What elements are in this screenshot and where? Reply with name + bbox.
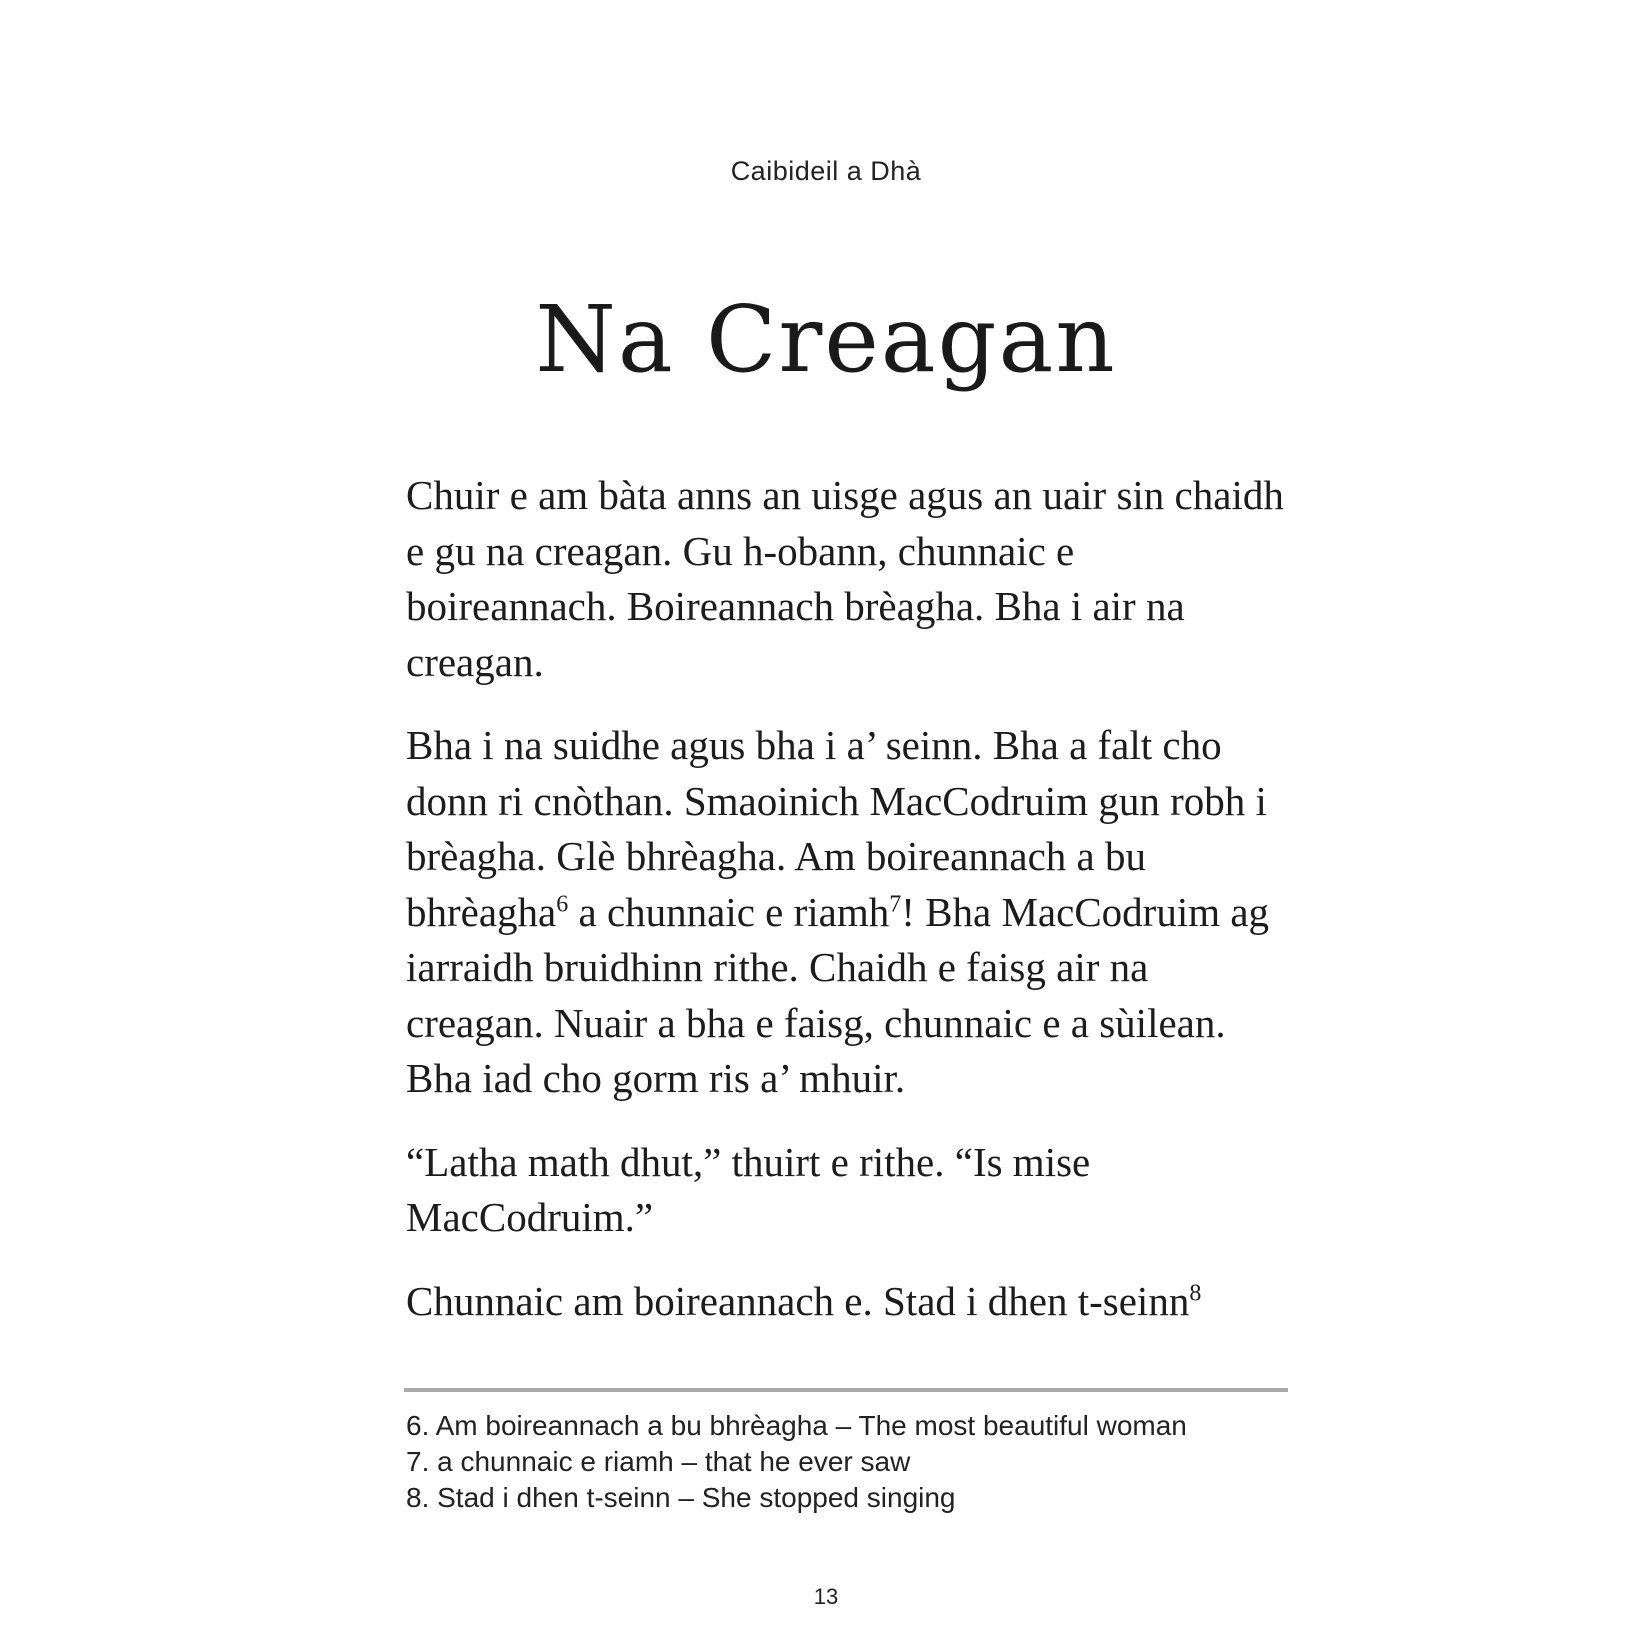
footnote-8: 8. Stad i dhen t-seinn – She stopped singing (406, 1482, 956, 1513)
chapter-label: Caibideil a Dhà (730, 156, 922, 186)
footnote-ref-6: 6 (556, 890, 569, 917)
footnote-divider (404, 1388, 1288, 1392)
paragraph-3: “Latha math dhut,” thuirt e rithe. “Is mise MacCodruim.” (406, 1138, 1091, 1240)
paragraph-4 (406, 1274, 1286, 1330)
footnote-7: 7. a chunnaic e riamh – that he ever saw (406, 1446, 911, 1477)
footnotes (406, 1408, 1306, 1516)
paragraph-4-text: Chunnaic am boireannach e. Stad i dhen t-seinn (406, 1277, 1190, 1324)
paragraph-1: Chuir e am bàta anns an uisge agus an uair sin chaidh e gu na creagan. Gu h-obann, chunnaic e boireannach. Boireannach brèagha. Bha i air na creagan. (406, 472, 1284, 685)
body-text (406, 468, 1286, 1357)
chapter-title: Na Creagan (535, 286, 1117, 393)
page-number: 13 (813, 1584, 839, 1609)
paragraph-2 (406, 718, 1286, 1107)
paragraph-2-part-a: Bha i na suidhe agus bha i a’ seinn. Bha a falt cho donn ri cnòthan. Smaoinich MacCodruim gun robh i brèagha. Glè bhrèagha. Am boireannach a bu bhrèagha (406, 722, 1267, 935)
footnote-ref-8: 8 (1189, 1279, 1202, 1306)
footnote-ref-7: 7 (889, 890, 902, 917)
paragraph-2-part-b: a chunnaic e riamh (568, 888, 890, 935)
paragraph-2-part-c: ! Bha MacCodruim ag iarraidh bruidhinn rithe. Chaidh e faisg air na creagan. Nuair a bha e faisg, chunnaic e a sùilean. Bha iad cho gorm ris a’ mhuir. (406, 888, 1270, 1101)
footnote-6: 6. Am boireannach a bu bhrèagha – The most beautiful woman (406, 1410, 1187, 1441)
